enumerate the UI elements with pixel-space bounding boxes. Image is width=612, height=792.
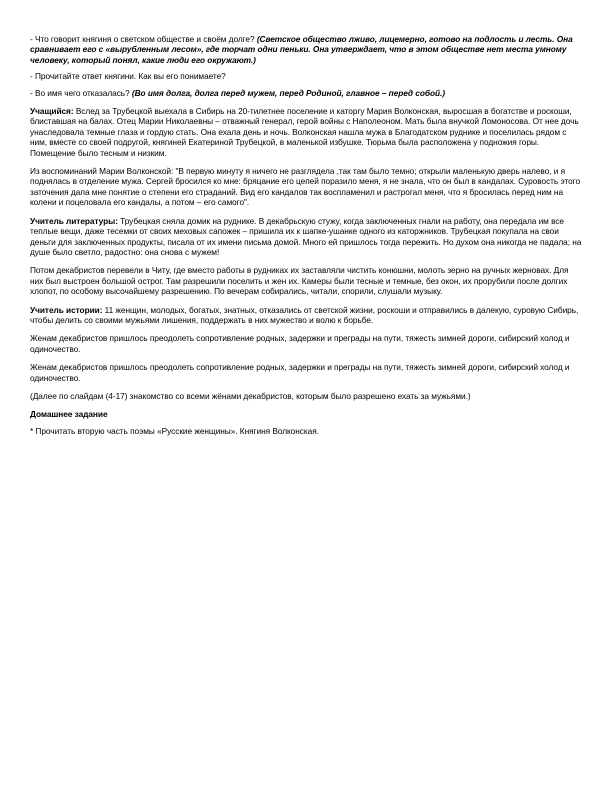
question-society (30, 34, 582, 65)
speaker-label: Учитель литературы: (30, 215, 118, 226)
question-text: - Во имя чего отказалась? (30, 87, 132, 98)
history-teacher-paragraph (30, 305, 582, 326)
paragraph-text: Женам декабристов пришлось преодолеть сопротивление родных, задержки и преграды на пути, тяжесть зимней дороги, сибирский холод и одиночество. (30, 362, 570, 383)
question-refusal (30, 88, 582, 98)
wives-paragraph (30, 333, 582, 354)
question-text: - Что говорит княгиня о светском обществе и своём долге? (30, 34, 257, 44)
paragraph-text: Из воспоминаний Марии Волконской: "В первую минуту я ничего не разглядела ,так там было темно; открыли маленькую дверь налево, и я поднялась в отделение мужа. Сергей бросился ко мне: бряцание его цепей поразило меня, я не знала, что он был в кандалах. Суровость этого заточения дала мне понятие о степени его страданий. Вид его кандалов так воспламенил и растрогал меня, что я бросилась перед ним на колени и поцеловала его кандалы, а потом – его самого". (30, 166, 581, 208)
question-text: - Прочитайте ответ княгини. Как вы его понимаете? (30, 71, 226, 82)
wives-paragraph-repeat (30, 362, 582, 383)
student-paragraph (30, 106, 582, 158)
speaker-label: Учащийся: (30, 106, 74, 117)
question-read-answer (30, 71, 582, 81)
paragraph-text: Трубецкая сняла домик на руднике. В декабрьскую стужу, когда заключенных гнали на работу, она передала им все теплые вещи, даже тесемки от своих меховых сапожек – пришила их к шапке-ушанке одного из каторжников. Трубецкая покупала на свои деньги для заключенных продукты, писала от их имени письма домой. Много ей пришлось тогда пережить. Но духом она никогда не падала; на душе было светло, радостно: она снова с мужем! (30, 215, 582, 257)
slides-note (30, 391, 582, 401)
homework-heading: Домашнее задание (30, 409, 108, 420)
speaker-label: Учитель истории: (30, 304, 103, 315)
paragraph-text: (Далее по слайдам (4-17) знакомство со всеми жёнами декабристов, которым было разрешено ехать за мужьями.) (30, 390, 471, 401)
paragraph-text: Вслед за Трубецкой выехала в Сибирь на 20-тилетнее поселение и каторгу Мария Волконская, выросшая в богатстве и роскоши, блиставшая на балах. Отец Марии Николаевны – отважный генерал, герой войны с Наполеоном. Мать была внучкой Ломоносова. От нее дочь унаследовала темные глаза и гордую стать. Она ехала день и ночь. Волконская нашла мужа в Благодатском руднике и поселилась рядом с ним, вместе со своей подругой, княгиней Екатериной Трубецкой, в маленькой избушке. Тюрьма была расположена у подножия горы. Помещение было тесным и низким. (30, 106, 579, 158)
paragraph-text: Женам декабристов пришлось преодолеть сопротивление родных, задержки и преграды на пути, тяжесть зимней дороги, сибирский холод и одиночество. (30, 333, 570, 354)
document-body (30, 34, 582, 444)
memoir-paragraph (30, 166, 582, 208)
paragraph-text: * Прочитать вторую часть поэмы «Русские женщины». Княгиня Волконская. (30, 425, 319, 436)
chita-paragraph (30, 265, 582, 296)
answer-text: (Светское общество лживо, лицемерно, готово на подлость и лесть. Она сравнивает его с «вырубленным лесом», где торчат одни пеньки. Она утверждает, что в этом обществе нет места умному человеку, который понял, какие люди его окружают.) (30, 34, 573, 65)
literature-teacher-paragraph (30, 216, 582, 258)
homework-task (30, 426, 582, 436)
paragraph-text: Потом декабристов перевели в Читу, где вместо работы в рудниках их заставляли чистить конюшни, молоть зерно на ручных жерновах. Для них был выстроен большой острог. Там разрешили поселить и жен их. Камеры были тесные и темные, без окон, их прорубили после долгих хлопот, по особому высочайшему разрешению. По вечерам собирались, читали, спорили, слушали музыку. (30, 265, 569, 297)
paragraph-text: 11 женщин, молодых, богатых, знатных, отказались от светской жизни, роскоши и отправились в далекую, суровую Сибирь, чтобы делить со своими мужьями лишения, поддержать в них мужество и волю к борьбе. (30, 304, 579, 325)
answer-text: (Во имя долга, долга перед мужем, перед Родиной, главное – перед собой.) (131, 87, 445, 98)
